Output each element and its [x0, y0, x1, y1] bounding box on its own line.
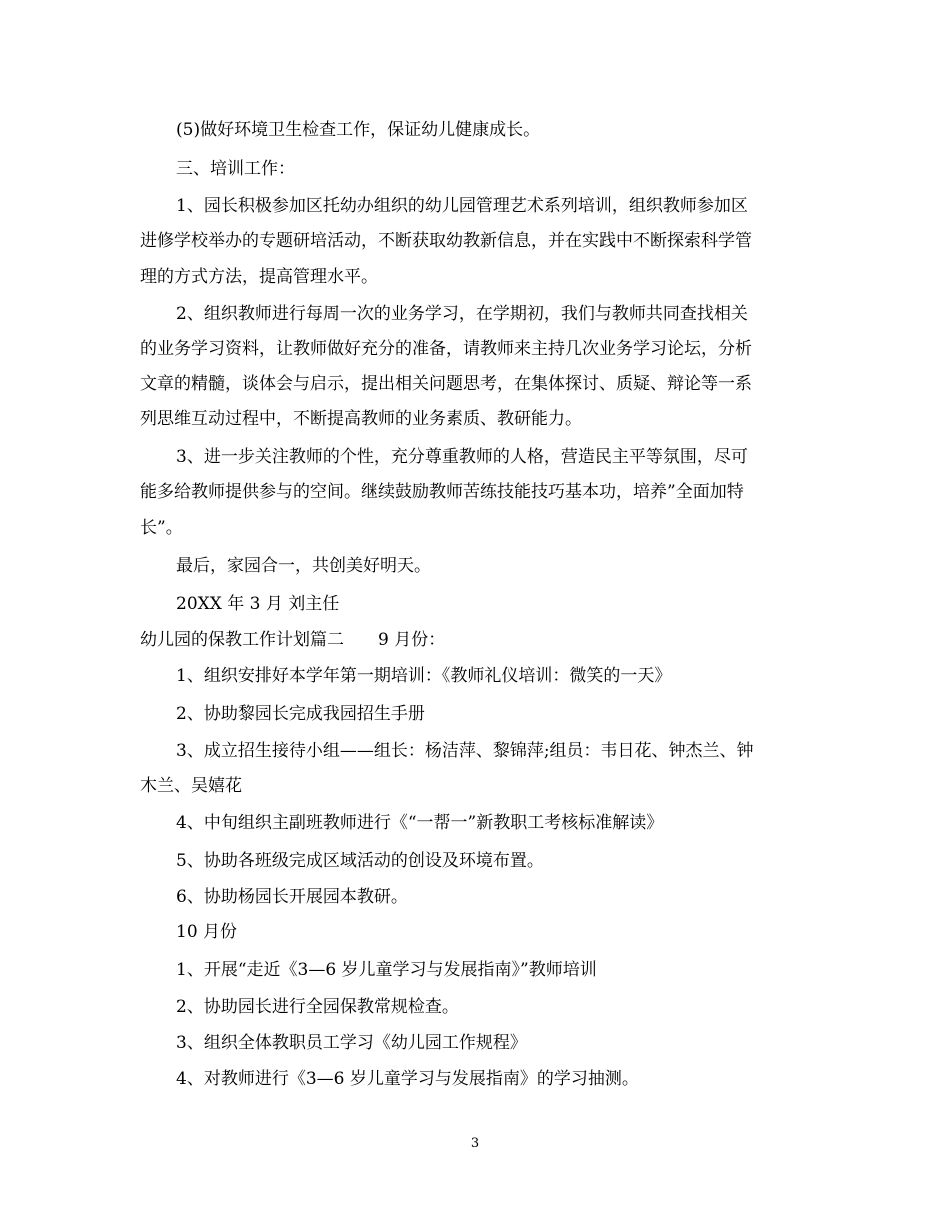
section-heading: 10 月份: [176, 922, 238, 942]
paragraph-line: 的业务学习资料，让教师做好充分的准备，请教师来主持几次业务学习论坛，分析: [140, 339, 752, 359]
list-item: 5、协助各班级完成区域活动的创设及环境布置。: [176, 851, 544, 871]
signature-line: 20XX 年 3 月 刘主任: [176, 594, 340, 614]
page-number: 3: [470, 1136, 480, 1151]
list-item: 2、协助黎园长完成我园招生手册: [176, 704, 425, 724]
list-item: 1、开展“走近《3—6 岁儿童学习与发展指南》”教师培训: [176, 960, 597, 980]
paragraph-line: 列思维互动过程中，不断提高教师的业务素质、教研能力。: [140, 409, 582, 429]
paragraph-line: 最后，家园合一，共创美好明天。: [176, 556, 431, 576]
list-item: 木兰、吴嬉花: [140, 776, 242, 796]
list-item: 1、组织安排好本学年第一期培训：《教师礼仪培训：微笑的一天》: [176, 666, 672, 686]
list-item: 2、协助园长进行全园保教常规检查。: [176, 997, 459, 1017]
section-heading: 三、培训工作：: [176, 159, 295, 179]
list-item: 4、中旬组织主副班教师进行《“一帮一”新教职工考核标准解读》: [176, 813, 664, 833]
list-item: 4、对教师进行《3—6 岁儿童学习与发展指南》的学习抽测。: [176, 1069, 639, 1089]
paragraph-line: 进修学校举办的专题研培活动，不断获取幼教新信息，并在实践中不断探索科学管: [140, 231, 752, 251]
paragraph-line: (5)做好环境卫生检查工作，保证幼儿健康成长。: [176, 120, 541, 140]
list-item: 3、组织全体教职员工学习《幼儿园工作规程》: [176, 1033, 527, 1053]
paragraph-line: 长”。: [140, 518, 183, 538]
list-item: 6、协助杨园长开展园本教研。: [176, 887, 408, 907]
list-item: 3、成立招生接待小组——组长：杨洁萍、黎锦萍;组员：韦日花、钟杰兰、钟: [176, 741, 754, 761]
paragraph-line: 理的方式方法，提高管理水平。: [140, 267, 378, 287]
paragraph-line: 能多给教师提供参与的空间。继续鼓励教师苦练技能技巧基本功，培养”全面加特: [140, 482, 744, 502]
paragraph-line: 1、园长积极参加区托幼办组织的幼儿园管理艺术系列培训，组织教师参加区: [176, 196, 748, 216]
section-heading: 幼儿园的保教工作计划篇二 9 月份：: [140, 630, 446, 650]
paragraph-line: 2、组织教师进行每周一次的业务学习，在学期初，我们与教师共同查找相关: [176, 304, 748, 324]
paragraph-line: 文章的精髓，谈体会与启示，提出相关问题思考，在集体探讨、质疑、辩论等一系: [140, 374, 752, 394]
paragraph-line: 3、进一步关注教师的个性，充分尊重教师的人格，营造民主平等氛围，尽可: [176, 447, 748, 467]
